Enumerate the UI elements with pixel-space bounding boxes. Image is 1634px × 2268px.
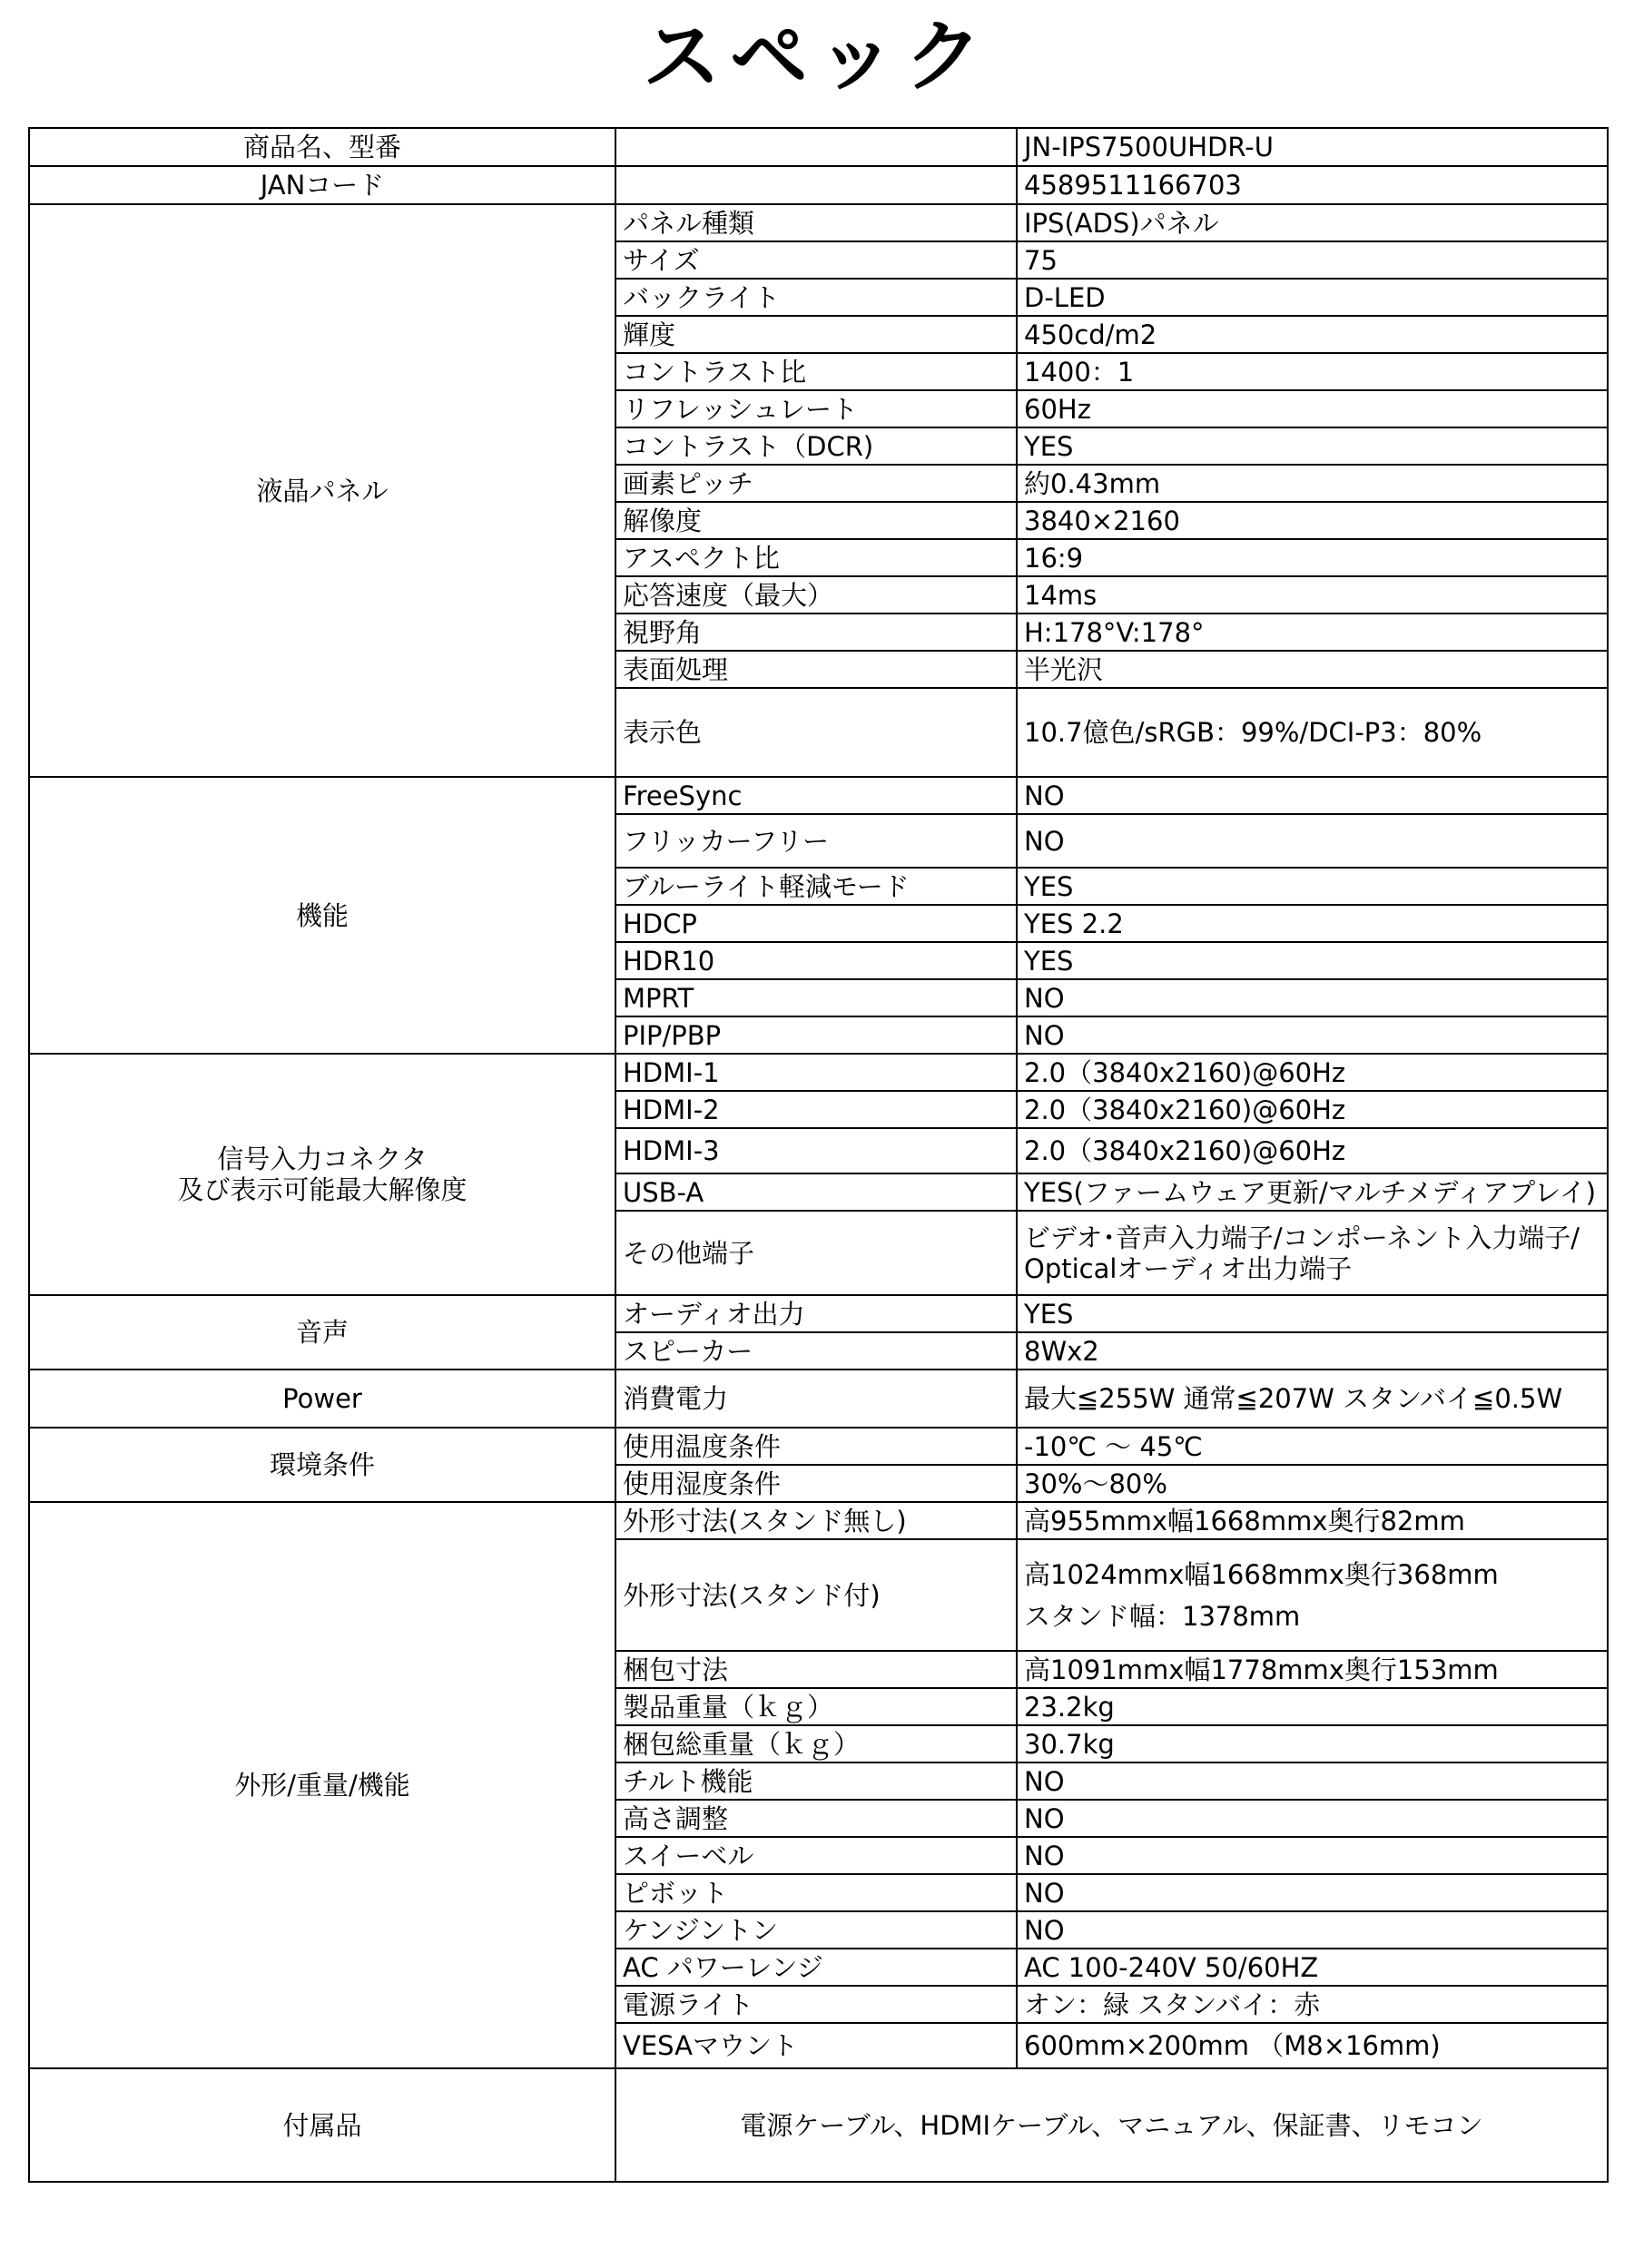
item-value: オン：緑 スタンバイ：赤 [1017, 1986, 1608, 2023]
category-accessories: 付属品 [29, 2068, 615, 2182]
category-line: 信号入力コネクタ [217, 1144, 428, 1174]
item-value: AC 100-240V 50/60HZ [1017, 1949, 1608, 1986]
item-value [1017, 1539, 1608, 1651]
value-line: ビデオ･音声入力端子/コンポーネント入力端子/ [1024, 1222, 1580, 1253]
spec-table [28, 127, 1609, 2183]
item-name: ピボット [615, 1874, 1017, 1911]
item-name: フリッカーフリー [615, 814, 1017, 868]
item-name: HDMI-2 [615, 1091, 1017, 1128]
item-value: YES [1017, 427, 1608, 465]
item-name: 表面処理 [615, 651, 1017, 688]
item-name: 輝度 [615, 316, 1017, 353]
item-name: オーディオ出力 [615, 1295, 1017, 1332]
item-value: YES [1017, 1295, 1608, 1332]
table-row [29, 128, 1608, 166]
category-functions: 機能 [29, 777, 615, 1054]
item-name: PIP/PBP [615, 1016, 1017, 1054]
category-dimensions-weight: 外形/重量/機能 [29, 1502, 615, 2068]
item-name: 解像度 [615, 502, 1017, 539]
category-line: 及び表示可能最大解像度 [177, 1174, 468, 1205]
item-value: 450cd/m2 [1017, 316, 1608, 353]
item-name: コントラスト比 [615, 353, 1017, 390]
item-value: NO [1017, 1837, 1608, 1874]
item-value: 2.0（3840x2160)@60Hz [1017, 1054, 1608, 1091]
value-line: 高1024mmx幅1668mmx奥行368mm [1024, 1558, 1499, 1590]
table-row [29, 1295, 1608, 1332]
value-model-number: JN-IPS7500UHDR-U [1017, 128, 1608, 166]
item-value: 高955mmx幅1668mmx奥行82mm [1017, 1502, 1608, 1539]
item-name: その他端子 [615, 1211, 1017, 1295]
empty-cell [615, 166, 1017, 204]
item-name: 外形寸法(スタンド無し) [615, 1502, 1017, 1539]
item-value: 半光沢 [1017, 651, 1608, 688]
table-row [29, 777, 1608, 814]
item-value: NO [1017, 1016, 1608, 1054]
item-name: 高さ調整 [615, 1800, 1017, 1837]
item-value: 600mm×200mm （M8×16mm) [1017, 2023, 1608, 2068]
item-name: スピーカー [615, 1332, 1017, 1370]
table-row [29, 166, 1608, 204]
item-name: HDMI-1 [615, 1054, 1017, 1091]
item-value: NO [1017, 1800, 1608, 1837]
table-row [29, 1054, 1608, 1091]
table-row [29, 1428, 1608, 1465]
item-value: 最大≦255W 通常≦207W スタンバイ≦0.5W [1017, 1370, 1608, 1428]
item-name: バックライト [615, 279, 1017, 316]
item-value: H:178°V:178° [1017, 614, 1608, 651]
item-name: 使用温度条件 [615, 1428, 1017, 1465]
item-value: 10.7億色/sRGB：99%/DCI-P3：80% [1017, 688, 1608, 777]
item-value: 16:9 [1017, 539, 1608, 576]
table-row [29, 1502, 1608, 1539]
item-value: 60Hz [1017, 390, 1608, 427]
item-value: YES [1017, 868, 1608, 905]
item-value: D-LED [1017, 279, 1608, 316]
item-name: アスペクト比 [615, 539, 1017, 576]
item-value: 23.2kg [1017, 1688, 1608, 1725]
table-row [29, 2068, 1608, 2182]
item-value: YES [1017, 942, 1608, 979]
item-name: サイズ [615, 241, 1017, 279]
value-line: Opticalオーディオ出力端子 [1024, 1252, 1353, 1284]
item-value: 75 [1017, 241, 1608, 279]
item-name: AC パワーレンジ [615, 1949, 1017, 1986]
item-name: チルト機能 [615, 1762, 1017, 1800]
item-value: 14ms [1017, 576, 1608, 614]
item-name: 表示色 [615, 688, 1017, 777]
item-name: 製品重量（ｋｇ） [615, 1688, 1017, 1725]
item-value: 高1091mmx幅1778mmx奥行153mm [1017, 1651, 1608, 1688]
item-name: HDCP [615, 905, 1017, 942]
item-name: 視野角 [615, 614, 1017, 651]
value-jan-code: 4589511166703 [1017, 166, 1608, 204]
item-name: 梱包寸法 [615, 1651, 1017, 1688]
item-name: USB-A [615, 1173, 1017, 1211]
item-name: 消費電力 [615, 1370, 1017, 1428]
item-name: HDMI-3 [615, 1128, 1017, 1173]
page-title: スペック [643, 12, 991, 103]
category-environment: 環境条件 [29, 1428, 615, 1502]
item-value: NO [1017, 1911, 1608, 1949]
item-value: NO [1017, 1874, 1608, 1911]
table-row [29, 204, 1608, 241]
item-value: 1400：1 [1017, 353, 1608, 390]
category-audio: 音声 [29, 1295, 615, 1370]
item-name: 外形寸法(スタンド付) [615, 1539, 1017, 1651]
item-value [1017, 1211, 1608, 1295]
table-row [29, 1370, 1608, 1428]
item-value: 2.0（3840x2160)@60Hz [1017, 1128, 1608, 1173]
item-name: 画素ピッチ [615, 465, 1017, 502]
item-value: NO [1017, 814, 1608, 868]
category-power: Power [29, 1370, 615, 1428]
item-value: 3840×2160 [1017, 502, 1608, 539]
item-name: FreeSync [615, 777, 1017, 814]
item-name: 梱包総重量（ｋｇ） [615, 1725, 1017, 1762]
item-name: VESAマウント [615, 2023, 1017, 2068]
item-name: スイーベル [615, 1837, 1017, 1874]
item-value: NO [1017, 1762, 1608, 1800]
item-name: ブルーライト軽減モード [615, 868, 1017, 905]
empty-cell [615, 128, 1017, 166]
row-label-product-name: 商品名、型番 [29, 128, 615, 166]
item-value: 30.7kg [1017, 1725, 1608, 1762]
item-value: YES 2.2 [1017, 905, 1608, 942]
item-value: 2.0（3840x2160)@60Hz [1017, 1091, 1608, 1128]
item-value: IPS(ADS)パネル [1017, 204, 1608, 241]
item-value: 約0.43mm [1017, 465, 1608, 502]
item-value: -10℃ ～ 45℃ [1017, 1428, 1608, 1465]
accessories-value: 電源ケーブル、HDMIケーブル、マニュアル、保証書、リモコン [615, 2068, 1608, 2182]
item-value: YES(ファームウェア更新/マルチメディアプレイ) [1017, 1173, 1608, 1211]
item-name: 応答速度（最大） [615, 576, 1017, 614]
item-name: リフレッシュレート [615, 390, 1017, 427]
row-label-jan-code: JANコード [29, 166, 615, 204]
category-lcd-panel: 液晶パネル [29, 204, 615, 777]
item-value: 8Wx2 [1017, 1332, 1608, 1370]
item-name: MPRT [615, 979, 1017, 1016]
item-name: パネル種類 [615, 204, 1017, 241]
item-name: 使用湿度条件 [615, 1465, 1017, 1502]
item-value: NO [1017, 979, 1608, 1016]
item-name: 電源ライト [615, 1986, 1017, 2023]
category-input-connectors [29, 1054, 615, 1295]
item-name: ケンジントン [615, 1911, 1017, 1949]
value-line: スタンド幅：1378mm [1024, 1600, 1301, 1632]
item-value: NO [1017, 777, 1608, 814]
item-name: コントラスト（DCR) [615, 427, 1017, 465]
item-value: 30%～80% [1017, 1465, 1608, 1502]
item-name: HDR10 [615, 942, 1017, 979]
